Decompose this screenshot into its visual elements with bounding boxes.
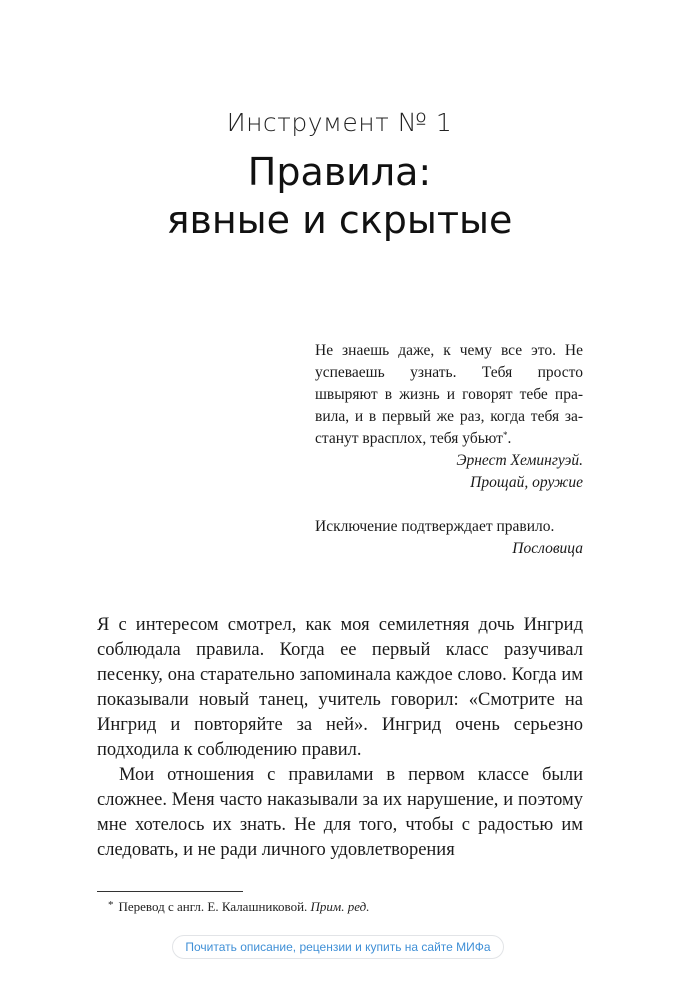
footnote-reference-mark: * (502, 430, 508, 440)
epigraph-attribution (315, 538, 583, 560)
body-text (97, 613, 583, 863)
chapter-title-line-2: явные и скрытые (166, 198, 513, 242)
footnote-text: Перевод с англ. Е. Калашниковой. (118, 899, 308, 914)
chapter-title (0, 148, 679, 244)
footnote-editor-note: Прим. ред. (310, 899, 370, 914)
promo-link-button[interactable]: Почитать описание, рецензии и купить на сайте МИФа (172, 935, 504, 959)
epigraph-text: Исключение подтверждает правило. (315, 518, 555, 535)
chapter-kicker: Инструмент № 1 (226, 108, 453, 137)
epigraph-text: Не знаешь даже, к чему все это. Не успеваешь узнать. Тебя просто швыряют в жизнь и говорят тебе правила, и в первый же раз, когда тебя застанут врасплох, тебя убьют*. (315, 342, 583, 447)
epigraph-author: Эрнест Хемингуэй. (456, 452, 583, 469)
chapter-title-line-1: Правила: (247, 150, 432, 194)
epigraph-source: Прощай, оружие (470, 474, 583, 491)
epigraph-source: Пословица (512, 540, 583, 557)
footnote (108, 899, 370, 915)
epigraph-proverb (315, 516, 583, 560)
epigraph-quote: Не знаешь даже, к чему все это. Не успеваешь узнать. Тебя просто швыряют в жизнь и говорят тебе правила, и в первый же раз, когда тебя застанут врасплох, тебя убьют (315, 342, 583, 447)
epigraph-attribution (315, 450, 583, 494)
footnote-divider (97, 891, 243, 892)
footnote-mark: * (108, 899, 114, 911)
body-paragraph-1: Я с интересом смотрел, как моя семилетняя дочь Ингрид соблюдала правила. Когда ее первый класс разучивал песенку, она старательно запоминала каждое слово. Когда им показывали новый танец, учитель говорил: «Смотрите на Ингрид и повторяйте за ней». Ингрид очень серьезно подходила к соблюдению правил. (97, 615, 583, 760)
epigraph-hemingway (315, 340, 583, 494)
body-paragraph-2: Мои отношения с правилами в первом классе были сложнее. Меня часто наказывали за их нарушение, и поэтому мне хотелось их знать. Не для того, чтобы с радостью им следовать, и не ради личного удовлетворения (97, 765, 583, 860)
